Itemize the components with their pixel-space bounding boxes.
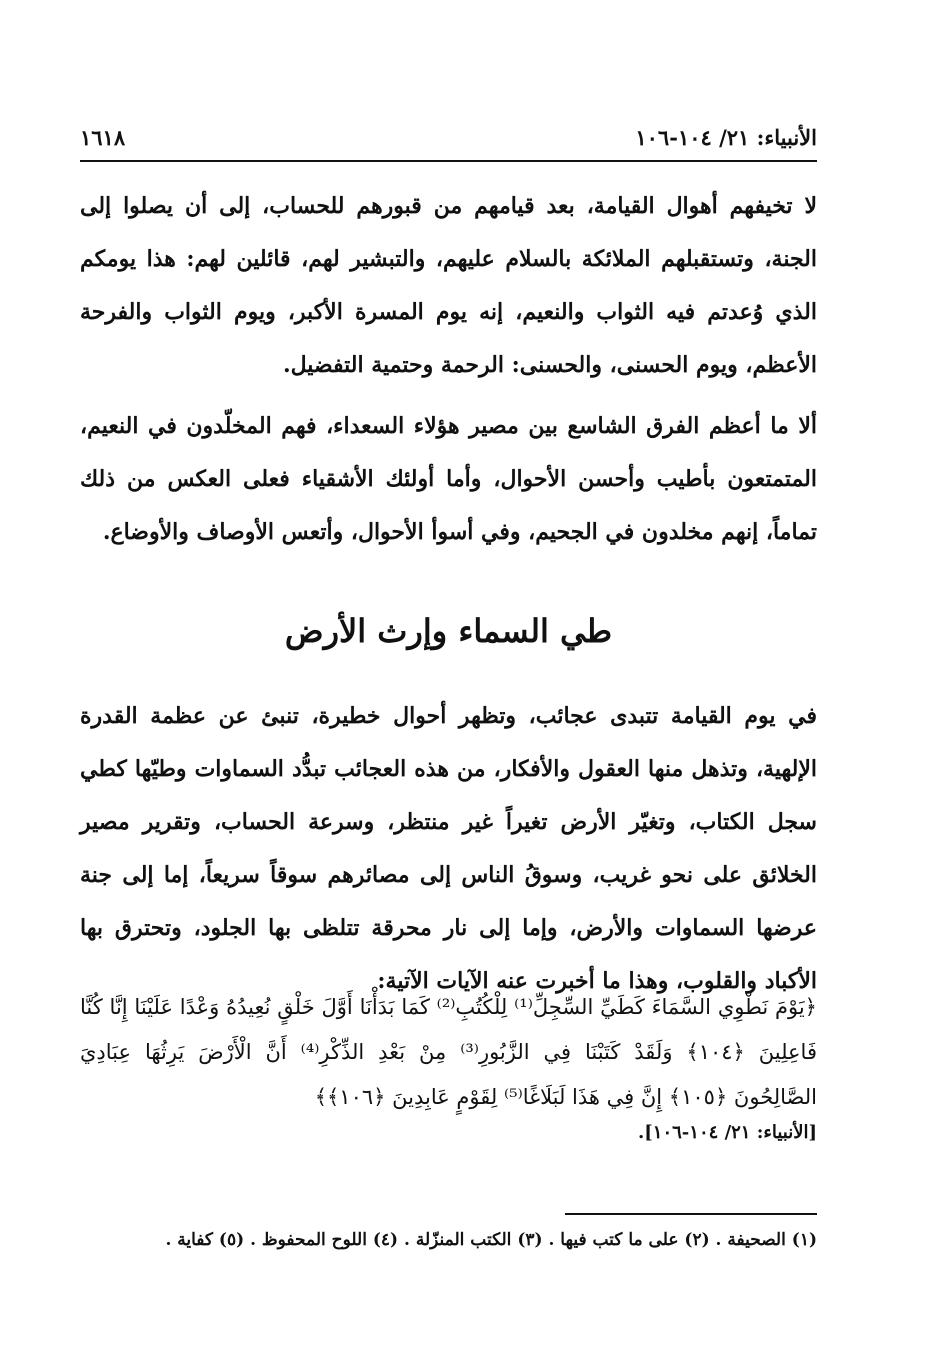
page-number: ١٦١٨ [80, 124, 126, 150]
footnotes: (١) الصحيفة . (٢) على ما كتب فيها . (٣) الكتب المنزّلة . (٤) اللوح المحفوظ . (٥) كفاية . [165, 1230, 817, 1250]
quran-verse: ﴿يَوْمَ نَطْوِي السَّمَاءَ كَطَيِّ السِّجِلِّ⁽¹⁾ لِلْكُتُبِ⁽²⁾ كَمَا بَدَأْنَا أَوَّلَ خَلْقٍ نُعِيدُهُ وَعْدًا عَلَيْنَا إِنَّا كُنَّا فَاعِلِينَ ﴿١٠٤﴾ وَلَقَدْ كَتَبْنَا فِي الزَّبُورِ⁽³⁾ مِنْ بَعْدِ الذِّكْرِ⁽⁴⁾ أَنَّ الْأَرْضَ يَرِثُهَا عِبَادِيَ الصَّالِحُونَ ﴿١٠٥﴾ إِنَّ فِي هَذَا لَبَلَاغًا⁽⁵⁾ لِقَوْمٍ عَابِدِينَ ﴿١٠٦﴾﴾ [80, 995, 817, 1109]
section-title: طي السماء وإرث الأرض [284, 612, 613, 650]
section-paragraph: في يوم القيامة تتبدى عجائب، وتظهر أحوال خطيرة، تنبئ عن عظمة القدرة الإلهية، وتذهل منها العقول والأفكار، من هذه العجائب تبدُّد السماوات وطيّها كطي سجل الكتاب، وتغيّر الأرض تغيراً غير منتظر، وسرعة الحساب، وتقرير مصير الخلائق على نحو غريب، وسوقُ الناس إلى مصائرهم سوقاً سريعاً، إما إلى جنة عرضها السماوات والأرض، وإما إلى نار محرقة تتلظى بها الجلود، وتحترق بها الأكباد والقلوب، وهذا ما أخبرت عنه الآيات الآتية: [80, 703, 817, 994]
running-header [80, 120, 817, 154]
footnote-divider [565, 1213, 817, 1215]
paragraph-2: ألا ما أعظم الفرق الشاسع بين مصير هؤلاء السعداء، فهم المخلّدون في النعيم، المتمتعون بأطيب وأحسن الأحوال، وأما أولئك الأشقياء فعلى العكس من ذلك تماماً، إنهم مخلدون في الجحيم، وفي أسوأ الأحوال، وأتعس الأوصاف والأوضاع. [80, 413, 817, 545]
verse-reference: [الأنبياء: ٢١/ ١٠٤-١٠٦]. [637, 1122, 817, 1143]
header-divider [80, 160, 817, 162]
chapter-reference: الأنبياء: ٢١/ ١٠٤-١٠٦ [635, 124, 817, 150]
paragraph-1: لا تخيفهم أهوال القيامة، بعد قيامهم من قبورهم للحساب، إلى أن يصلوا إلى الجنة، وتستقبلهم الملائكة بالسلام عليهم، والتبشير لهم، قائلين لهم: هذا يومكم الذي وُعدتم فيه الثواب والنعيم، إنه يوم المسرة الأكبر، ويوم الثواب والفرحة الأعظم، ويوم الحسنى، والحسنى: الرحمة وحتمية التفضيل. [80, 193, 817, 378]
